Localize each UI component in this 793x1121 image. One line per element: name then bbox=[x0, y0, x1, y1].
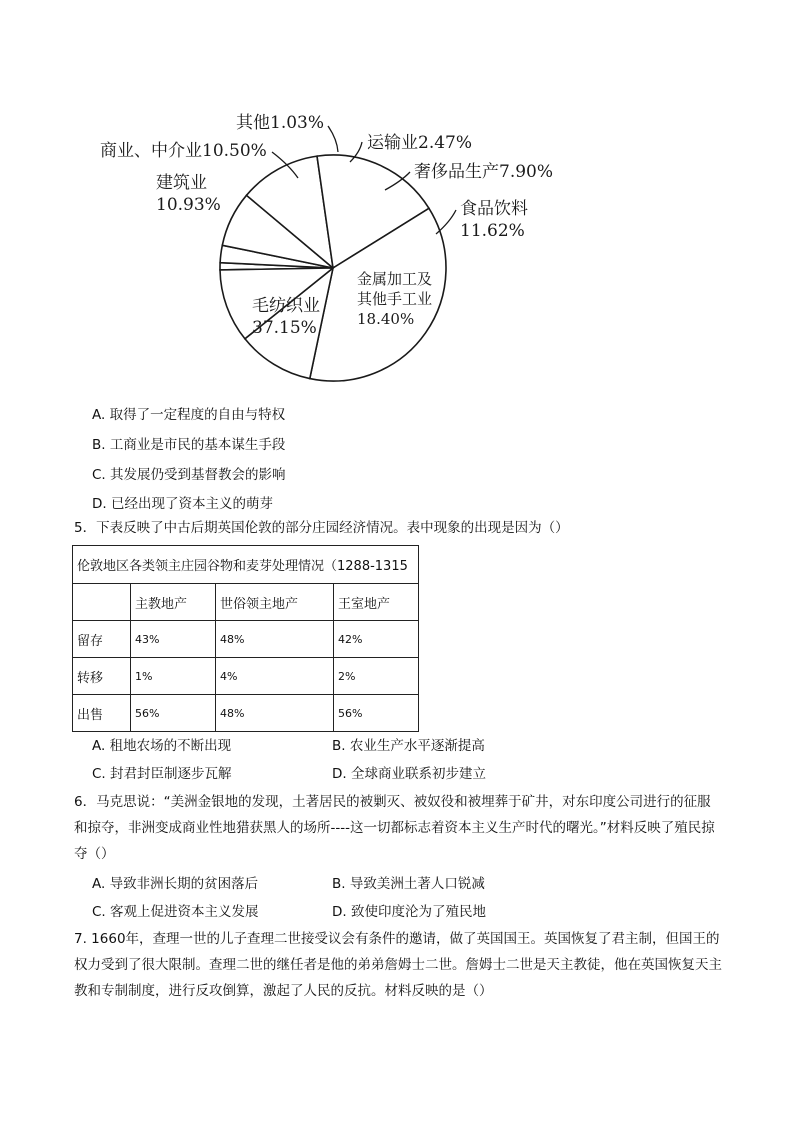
table-cell: 43% bbox=[131, 621, 216, 658]
pie-leader-line bbox=[328, 126, 338, 152]
table-cell: 48% bbox=[216, 621, 334, 658]
q5-option-d[interactable]: D. 全球商业联系初步建立 bbox=[332, 766, 486, 782]
table-header-cell: 主教地产 bbox=[131, 584, 216, 621]
q4-option-d[interactable]: D. 已经出现了资本主义的萌芽 bbox=[92, 496, 273, 512]
table-cell: 56% bbox=[131, 695, 216, 732]
table-row-label: 出售 bbox=[73, 695, 131, 732]
pie-label: 18.40% bbox=[357, 310, 415, 328]
q5-table bbox=[72, 545, 419, 732]
pie-label: 金属加工及 bbox=[357, 270, 433, 288]
table-row-label: 转移 bbox=[73, 658, 131, 695]
table-header-cell: 王室地产 bbox=[334, 584, 419, 621]
table-row bbox=[73, 621, 419, 658]
table-cell: 56% bbox=[334, 695, 419, 732]
table-header-row bbox=[73, 584, 419, 621]
table-caption: 伦敦地区各类领主庄园谷物和麦芽处理情况（1288-1315 bbox=[73, 546, 419, 584]
table-row-label: 留存 bbox=[73, 621, 131, 658]
pie-label: 其他1.03% bbox=[236, 113, 325, 133]
pie-label: 商业、中介业10.50% bbox=[100, 141, 267, 161]
pie-label: 11.62% bbox=[460, 221, 525, 241]
table-cell: 42% bbox=[334, 621, 419, 658]
table-cell: 48% bbox=[216, 695, 334, 732]
table-header-cell: 世俗领主地产 bbox=[216, 584, 334, 621]
table-row bbox=[73, 695, 419, 732]
pie-label: 其他手工业 bbox=[357, 290, 433, 308]
pie-label: 奢侈品生产7.90% bbox=[414, 162, 554, 182]
q6-stem: 6．马克思说：“美洲金银地的发现，土著居民的被剿灭、被奴役和被埋葬于矿井，对东印度公司进行的征服和掠夺，非洲变成商业性地猎获黑人的场所----这一切都标志着资本主义生产时代的曙光。”材料反映了殖民掠夺（） bbox=[74, 794, 715, 862]
q5-option-b[interactable]: B. 农业生产水平逐渐提高 bbox=[332, 738, 485, 754]
q5-option-a[interactable]: A. 租地农场的不断出现 bbox=[92, 738, 232, 754]
table-cell: 2% bbox=[334, 658, 419, 695]
q5-stem: 5．下表反映了中古后期英国伦敦的部分庄园经济情况。表中现象的出现是因为（） bbox=[74, 520, 569, 536]
q6-option-a[interactable]: A. 导致非洲长期的贫困落后 bbox=[92, 876, 259, 892]
table-header-cell bbox=[73, 584, 131, 621]
pie-chart bbox=[0, 0, 793, 400]
pie-label: 运输业2.47% bbox=[367, 133, 473, 153]
q5-option-c[interactable]: C. 封君封臣制逐步瓦解 bbox=[92, 766, 232, 782]
table-row bbox=[73, 658, 419, 695]
pie-label: 毛纺织业 bbox=[252, 296, 320, 316]
pie-label: 食品饮料 bbox=[460, 199, 528, 219]
q6-option-d[interactable]: D. 致使印度沦为了殖民地 bbox=[332, 904, 486, 920]
pie-label: 37.15% bbox=[252, 318, 317, 338]
table-cell: 4% bbox=[216, 658, 334, 695]
q4-option-b[interactable]: B. 工商业是市民的基本谋生手段 bbox=[92, 437, 286, 453]
q4-option-a[interactable]: A. 取得了一定程度的自由与特权 bbox=[92, 407, 286, 423]
pie-label: 10.93% bbox=[156, 195, 221, 215]
pie-label: 建筑业 bbox=[156, 173, 207, 193]
q7-stem: 7. 1660年，查理一世的儿子查理二世接受议会有条件的邀请，做了英国国王。英国恢复了君主制，但国王的权力受到了很大限制。查理二世的继任者是他的弟弟詹姆士二世。詹姆士二世是天主教徒，他在英国恢复天主教和专制制度，进行反攻倒算，激起了人民的反抗。材料反映的是（） bbox=[74, 931, 722, 999]
q6-option-b[interactable]: B. 导致美洲土著人口锐减 bbox=[332, 876, 485, 892]
pie-slices bbox=[220, 155, 446, 381]
q4-option-c[interactable]: C. 其发展仍受到基督教会的影响 bbox=[92, 467, 286, 483]
table-cell: 1% bbox=[131, 658, 216, 695]
q6-option-c[interactable]: C. 客观上促进资本主义发展 bbox=[92, 904, 259, 920]
